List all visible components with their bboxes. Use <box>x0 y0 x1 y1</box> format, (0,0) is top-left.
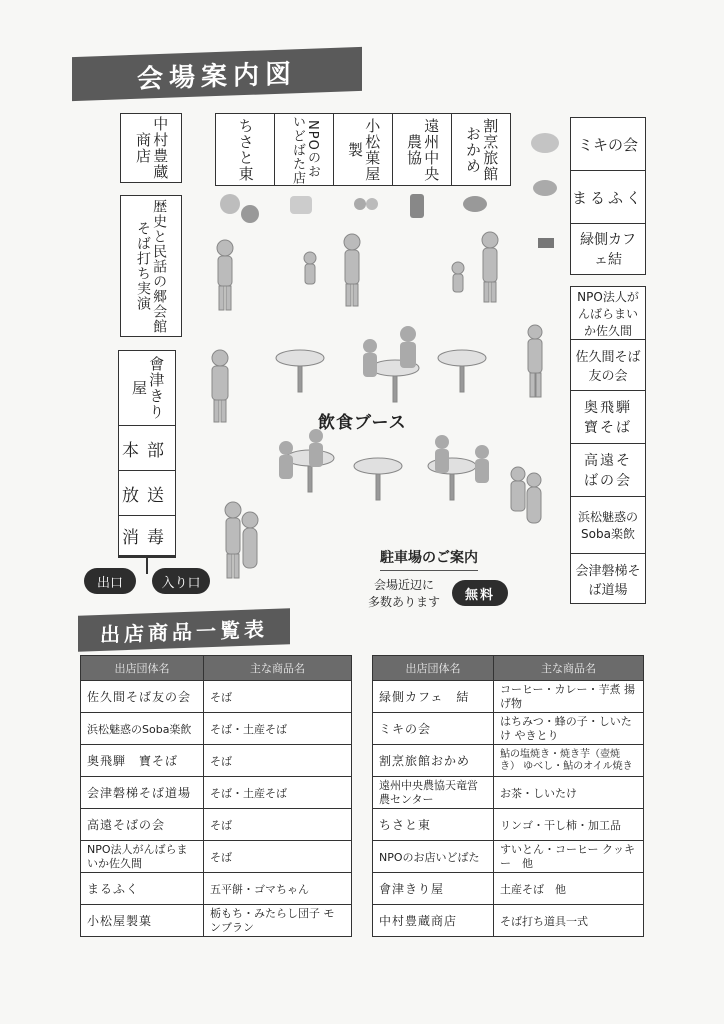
list-title: 出店商品一覧表 <box>78 608 290 651</box>
booth-chisato: ちさと東 <box>216 114 275 185</box>
booth-enshu-noukyou: 遠州中央農協 <box>393 114 452 185</box>
person-icon <box>511 467 525 481</box>
sweet-potato-icon <box>463 196 487 212</box>
right-booths-bottom <box>570 286 646 604</box>
person-icon <box>212 350 228 366</box>
org-cell: NPO法人がんばらまいか佐久間 <box>81 841 204 873</box>
goods-cell: リンゴ・干し柿・加工品 <box>494 809 644 841</box>
org-cell: 奥飛騨 寶そば <box>81 745 204 777</box>
dango-icon-2 <box>366 198 378 210</box>
person-icon <box>363 339 377 353</box>
parking-title: 駐車場のご案内 <box>380 547 478 571</box>
booth-hamamatsu: 浜松魅惑のSoba楽飲 <box>571 497 645 554</box>
table-icon <box>354 458 402 474</box>
goods-cell: そば <box>204 809 352 841</box>
goods-cell: そば <box>204 745 352 777</box>
table-row <box>81 681 352 713</box>
goods-cell: はちみつ・蜂の子・しいたけ やきとり <box>494 713 644 745</box>
yakitori-icon <box>533 180 557 196</box>
booth-npo-idobata: NPOのおいどばた店 <box>275 114 334 185</box>
food-area-label: 飲食ブース <box>318 413 407 433</box>
table-row <box>81 873 352 905</box>
persimmon-icon <box>241 205 259 223</box>
person-icon <box>528 325 542 339</box>
table-row <box>373 681 644 713</box>
table-row <box>81 841 352 873</box>
tea-can-icon <box>410 194 424 218</box>
entrance-line-h <box>118 556 176 558</box>
goods-cell: すいとん・コーヒー クッキー 他 <box>494 841 644 873</box>
booth-marufuku: まるふく <box>571 171 645 224</box>
person-icon <box>400 326 416 342</box>
goods-cell: 土産そば 他 <box>494 873 644 905</box>
booth-hoso: 放送 <box>119 471 175 516</box>
booth-museum: 歴史と民話の郷会館そば打ち実演 <box>120 195 182 337</box>
booth-engawa-cafe: 緑側カフェ結 <box>580 232 636 268</box>
person-icon <box>279 441 293 455</box>
booth-aizu-kiriya: 會津きり屋 <box>119 351 175 426</box>
table-header-goods: 主な商品名 <box>204 656 352 681</box>
person-icon <box>217 240 233 256</box>
entrance-line <box>146 556 148 574</box>
person-icon <box>435 435 449 449</box>
booth-okame: 割烹旅館おかめ <box>464 117 500 182</box>
table-row <box>373 745 644 777</box>
org-cell: 會津きり屋 <box>373 873 494 905</box>
goods-cell: そば打ち道具一式 <box>494 905 644 937</box>
person-icon <box>527 473 541 487</box>
person-icon <box>482 232 498 248</box>
booth-miki: ミキの会 <box>571 118 645 171</box>
table-row <box>81 905 352 937</box>
org-cell: 小松屋製菓 <box>81 905 204 937</box>
sweets-icon <box>290 196 312 214</box>
table-row <box>373 713 644 745</box>
goods-cell: コーヒー・カレー・芋煮 揚げ物 <box>494 681 644 713</box>
org-cell: まるふく <box>81 873 204 905</box>
org-cell: 緑側カフェ 結 <box>373 681 494 713</box>
booth-sakuma-soba: 佐久間そば友の会 <box>571 340 645 391</box>
table-row <box>81 745 352 777</box>
table-row <box>81 809 352 841</box>
goods-cell: 五平餅・ゴマちゃん <box>204 873 352 905</box>
org-cell: ちさと東 <box>373 809 494 841</box>
booth-okuhida: 奥飛騨寶そば <box>571 391 645 444</box>
org-cell: 会津磐梯そば道場 <box>81 777 204 809</box>
goods-cell: お茶・しいたけ <box>494 777 644 809</box>
apple-icon <box>220 194 240 214</box>
booth-nakamura: 中村豊蔵商店 <box>120 113 182 183</box>
table-row <box>373 905 644 937</box>
table-row <box>373 809 644 841</box>
org-cell: 遠州中央農協天竜営農センター <box>373 777 494 809</box>
goods-cell: 鮎の塩焼き・焼き芋（壺焼き） ゆべし・鮎のオイル焼き <box>494 745 644 777</box>
top-booths <box>215 113 511 186</box>
org-cell: 割烹旅館おかめ <box>373 745 494 777</box>
person-icon <box>242 512 258 528</box>
table-icon <box>276 350 324 366</box>
parking-line2: 多数あります <box>368 595 441 609</box>
table-icon <box>438 350 486 366</box>
person-icon <box>225 502 241 518</box>
food-illustrations <box>200 186 500 226</box>
map-title: 会場案内図 <box>72 47 362 101</box>
booth-npo-sakuma: NPO法人がんばらまいか佐久間 <box>571 287 645 340</box>
goods-cell: そば・土産そば <box>204 777 352 809</box>
person-icon <box>344 234 360 250</box>
product-table-left <box>80 655 352 937</box>
org-cell: ミキの会 <box>373 713 494 745</box>
booth-shodoku: 消毒 <box>122 528 172 548</box>
table-header-goods: 主な商品名 <box>494 656 644 681</box>
booth-komatsuya: 小松菓屋製 <box>334 114 393 185</box>
table-row <box>81 713 352 745</box>
org-cell: NPOのお店いどばた <box>373 841 494 873</box>
goods-cell: そば <box>204 841 352 873</box>
goods-cell: そば <box>204 681 352 713</box>
right-booths-top <box>570 117 646 275</box>
table-row <box>373 841 644 873</box>
table-row <box>373 873 644 905</box>
table-row <box>373 777 644 809</box>
parking-line1: 会場近辺に <box>374 578 435 592</box>
org-cell: 佐久間そば友の会 <box>81 681 204 713</box>
parking-free-badge: 無料 <box>452 580 508 606</box>
table-row <box>81 777 352 809</box>
goods-cell: 栃もち・みたらし団子 モンブラン <box>204 905 352 937</box>
goods-cell: そば・土産そば <box>204 713 352 745</box>
org-cell: 中村豊蔵商店 <box>373 905 494 937</box>
person-icon <box>452 262 464 274</box>
org-cell: 浜松魅惑のSoba楽飲 <box>81 713 204 745</box>
person-icon <box>304 252 316 264</box>
honey-icon <box>531 133 559 153</box>
booth-aizu-bandai: 会津磐梯そば道場 <box>575 563 641 598</box>
person-icon <box>475 445 489 459</box>
booth-honbu: 本部 <box>119 426 175 471</box>
left-stack <box>118 350 176 556</box>
dango-icon <box>354 198 366 210</box>
entrance-badge: 入り口 <box>152 568 210 594</box>
table-header-org: 出店団体名 <box>373 656 494 681</box>
org-cell: 高遠そばの会 <box>81 809 204 841</box>
exit-badge: 出口 <box>84 568 136 594</box>
booth-takato: 高遠そばの会 <box>571 444 645 497</box>
product-table-right <box>372 655 644 937</box>
table-header-org: 出店団体名 <box>81 656 204 681</box>
